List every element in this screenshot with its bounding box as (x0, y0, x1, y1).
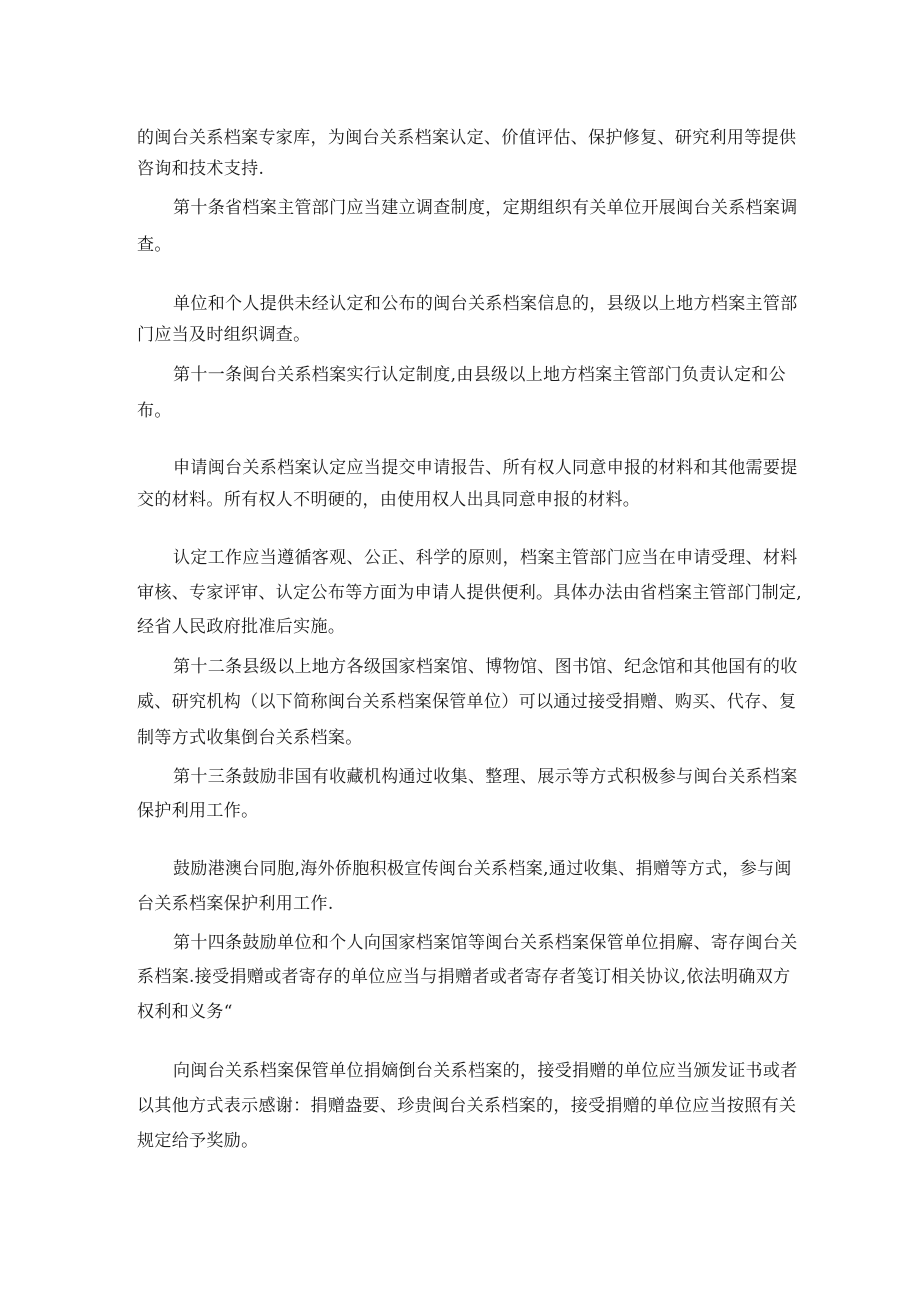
text-line: 系档案.接受捐赠或者寄存的单位应当与捐赠者或者寄存者笺订相关协议,依法明确双方 (137, 967, 791, 987)
text-line: 经省人民政府批准后实施。 (137, 617, 346, 637)
text-line: 威、研究机构（以下简称闽台关系档案保管单位）可以通过接受捐赠、购买、代存、复 (137, 692, 797, 712)
article-11-heading-line: 第十一条闽台关系档案实行认定制度,由县级以上地方档案主管部门负责认定和公 (173, 365, 787, 385)
text-line: 保护利用工作。 (137, 801, 259, 821)
article-13-heading-line: 第十三条鼓励非国有收藏机构通过收集、整理、展示等方式积极参与闽台关系档案 (173, 767, 798, 787)
text-line: 台关系档案保护利用工作. (137, 894, 334, 914)
text-line: 以其他方式表示感谢：捐赠盎要、珍贵闽台关系档案的，接受捐赠的单位应当按照有关 (137, 1096, 797, 1116)
text-line: 门应当及时组织调查。 (137, 325, 311, 345)
text-line: 交的材料。所有权人不明硬的，由使用权人出具同意申报的材料。 (137, 490, 641, 510)
paragraph-first-line: 认定工作应当遵循客观、公正、科学的原则，档案主管部门应当在申请受理、材料 (173, 548, 798, 568)
text-line: 查。 (137, 235, 172, 255)
paragraph-first-line: 申请闽台关系档案认定应当提交申请报告、所有权人同意申报的材料和其他需要提 (173, 458, 798, 478)
paragraph-first-line: 鼓励港澳台同胞,海外侨胞积极宣传闽台关系档案,通过收集、捐赠等方式，参与闽 (173, 859, 792, 879)
paragraph-first-line: 单位和个人提供未经认定和公布的闽台关系档案信息的，县级以上地方档案主管部 (173, 294, 798, 314)
text-line: 权利和义务“ (137, 1002, 233, 1022)
text-line: 规定给予奖励。 (137, 1131, 259, 1151)
paragraph-first-line: 向闽台关系档案保管单位捐嫡倒台关系档案的，接受捐赠的单位应当颁发证书或者 (173, 1061, 798, 1081)
article-14-heading-line: 第十四条鼓励单位和个人向国家档案馆等闽台关系档案保管单位捐廨、寄存闽台关 (173, 933, 798, 953)
text-line: 制等方式收集倒台关系档案。 (137, 728, 363, 748)
text-line: 的闽台关系档案专家库，为闽台关系档案认定、价值评估、保护修复、研究利用等提供 (137, 128, 797, 148)
text-line: 咨询和技术支持. (137, 159, 265, 179)
article-12-heading-line: 第十二条县级以上地方各级国家档案馆、博物馆、图书馆、纪念馆和其他国有的收 (173, 657, 798, 677)
text-line: 布。 (137, 401, 172, 421)
article-10-heading-line: 第十条省档案主管部门应当建立调查制度，定期组织有关单位开展闽台关系档案调 (173, 198, 798, 218)
text-line: 审核、专家评审、认定公布等方面为申请人提供便利。具体办法由省档案主管部门制定, (137, 583, 803, 603)
